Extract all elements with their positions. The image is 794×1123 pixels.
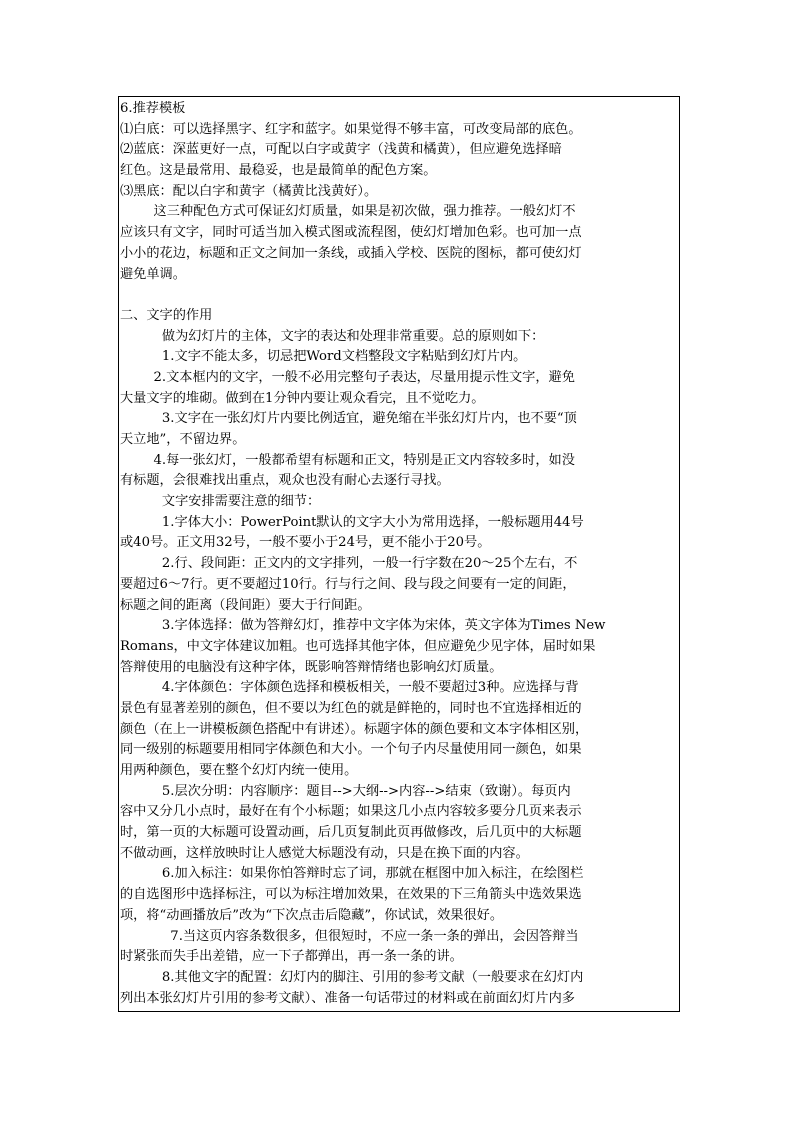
document-body — [120, 99, 678, 1009]
text-line: 同一级别的标题要用相同字体颜色和大小。一个句子内尽量使用同一颜色，如果 — [120, 742, 582, 758]
text-line: 不做动画，这样放映时让人感觉大标题没有动，只是在换下面的内容。 — [120, 845, 529, 861]
text-line: 列出本张幻灯片引用的参考文献）、准备一句话带过的材料或在前面幻灯片内多 — [120, 990, 575, 1006]
text-line: 这三种配色方式可保证幻灯质量，如果是初次做，强力推荐。一般幻灯不 — [120, 204, 576, 220]
text-line: 要超过6～7行。更不要超过10行。行与行之间、段与段之间要有一定的间距， — [120, 576, 576, 592]
text-line: 7.当这页内容条数很多，但很短时，不应一条一条的弹出，会因答辩当 — [120, 928, 579, 944]
text-line: 时，第一页的大标题可设置动画，后几页复制此页再做修改，后几页中的大标题 — [120, 825, 582, 841]
text-line: 做为幻灯片的主体，文字的表达和处理非常重要。总的原则如下： — [120, 328, 545, 344]
text-line: 标题之间的距离（段间距）要大于行间距。 — [120, 597, 371, 613]
text-line: 答辩使用的电脑没有这种字体，既影响答辩情绪也影响幻灯质量。 — [120, 659, 503, 675]
text-line: 的自选图形中选择标注，可以为标注增加效果，在效果的下三角箭头中选效果选 — [120, 887, 582, 903]
text-line: 6.推荐模板 — [120, 101, 186, 116]
text-line: 1.文字不能太多，切忌把Word文档整段文字粘贴到幻灯片内。 — [120, 349, 527, 365]
text-line: 4.字体颜色：字体颜色选择和模板相关，一般不要超过3种。应选择与背 — [120, 680, 579, 696]
blank-line — [120, 285, 678, 306]
text-line: 3.字体选择：做为答辩幻灯，推荐中文字体为宋体，英文字体为Times New — [120, 618, 606, 634]
text-line: 容中又分几小点时，最好在有个小标题；如果这几小点内容较多要分几页来表示 — [120, 804, 582, 820]
text-line: ⑶黑底：配以白字和黄字（橘黄比浅黄好）。 — [120, 183, 378, 199]
text-line: 5.层次分明：内容顺序：题目-->大纲-->内容-->结束（致谢）。每页内 — [120, 783, 571, 799]
text-line: Romans，中文字体建议加粗。也可选择其他字体，但应避免少见字体，届时如果 — [120, 638, 596, 654]
text-line: 2.行、段间距：正文内的文字排列，一般一行字数在20～25个左右，不 — [120, 556, 578, 572]
text-line: 天立地”，不留边界。 — [120, 432, 246, 447]
text-line: 3.文字在一张幻灯片内要比例适宜，避免缩在半张幻灯片内，也不要“顶 — [120, 411, 577, 427]
text-line: 颜色（在上一讲模板颜色搭配中有讲述）。标题字体的颜色要和文本字体相区别， — [120, 721, 589, 737]
text-line: 6.加入标注：如果你怕答辩时忘了词，那就在框图中加入标注，在绘图栏 — [120, 866, 584, 882]
text-line: ⑴白底：可以选择黑字、红字和蓝字。如果觉得不够丰富，可改变局部的底色。 — [120, 121, 582, 137]
text-line: 用两种颜色，要在整个幻灯内统一使用。 — [120, 763, 358, 778]
text-line: 4.每一张幻灯，一般都希望有标题和正文，特别是正文内容较多时，如没 — [120, 452, 575, 468]
text-line: 二、文字的作用 — [120, 307, 213, 323]
text-line: 应该只有文字，同时可适当加入模式图或流程图，使幻灯增加色彩。也可加一点 — [120, 225, 582, 241]
text-line: 2.文本框内的文字，一般不必用完整句子表达，尽量用提示性文字，避免 — [120, 369, 575, 385]
text-line: 1.字体大小：PowerPoint默认的文字大小为常用选择，一般标题用44号 — [120, 514, 584, 530]
text-line: 文字安排需要注意的细节： — [120, 494, 321, 510]
text-line: 避免单调。 — [120, 266, 186, 282]
text-line: 小小的花边，标题和正文之间加一条线，或插入学校、医院的图标，都可使幻灯 — [120, 245, 582, 261]
text-line: 8.其他文字的配置：幻灯内的脚注、引用的参考文献（一般要求在幻灯内 — [120, 969, 584, 985]
text-line: ⑵蓝底：深蓝更好一点，可配以白字或黄字（浅黄和橘黄），但应避免选择暗 — [120, 142, 562, 158]
text-line: 大量文字的堆砌。做到在1分钟内要让观众看完，且不觉吃力。 — [120, 390, 485, 406]
text-line: 或40号。正文用32号，一般不要小于24号，更不能小于20号。 — [120, 535, 491, 551]
text-line: 景色有显著差别的颜色，但不要以为红色的就是鲜艳的，同时也不宜选择相近的 — [120, 700, 582, 716]
text-line: 有标题，会很难找出重点，观众也没有耐心去逐行寻找。 — [120, 473, 450, 489]
text-line: 时紧张而失手出差错，应一下子都弹出，再一条一条的讲。 — [120, 949, 463, 965]
table-cell — [118, 96, 680, 1012]
text-line: 红色。这是最常用、最稳妥，也是最简单的配色方案。 — [120, 163, 437, 179]
text-line: 项，将“动画播放后”改为“下次点击后隐藏”，你试试，效果很好。 — [120, 907, 504, 923]
